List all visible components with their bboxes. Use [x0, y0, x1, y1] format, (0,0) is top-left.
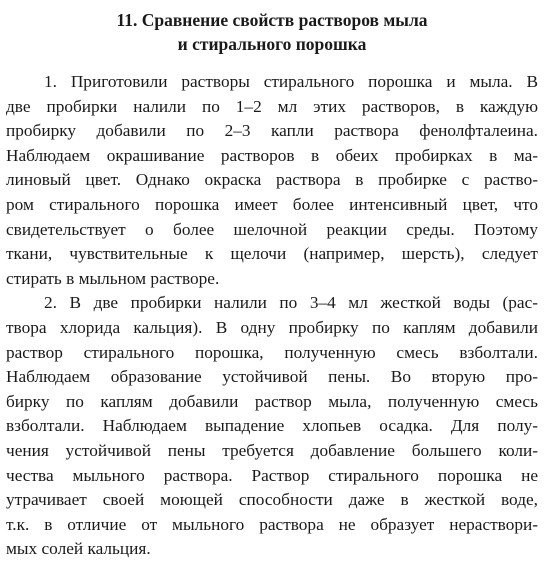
text-line: свидетельствует о более шелочной реакции среды. Поэтому — [6, 219, 538, 239]
text-line: ткани, чувствительные к щелочи (например, шерсть), следует — [6, 244, 538, 264]
text-line: пробирку добавили по 2–3 капли раствора фенолфталеина. — [6, 121, 538, 141]
text-line: чества мыльного раствора. Раствор стирального порошка не — [6, 465, 538, 485]
title-line: 11. Сравнение свойств растворов мыла — [116, 10, 428, 30]
text-line: раствор стирального порошка, полученную смесь взболтали. — [6, 342, 538, 362]
document-page — [6, 8, 538, 562]
text-line: т.к. в отличие от мыльного раствора не образует нераствори- — [6, 514, 538, 534]
text-line: 2. В две пробирки налили по 3–4 мл жесткой воды (рас- — [44, 293, 538, 313]
paragraph-1 — [6, 70, 538, 291]
text-line: Наблюдаем окрашивание растворов в обеих пробирках в ма- — [6, 145, 538, 165]
text-line: мых солей кальция. — [6, 539, 151, 559]
paragraph-2 — [6, 291, 538, 562]
text-line: взболтали. Наблюдаем выпадение хлопьев осадка. Для полу- — [6, 416, 538, 436]
text-line: утрачивает своей моющей способности даже в жесткой воде, — [6, 490, 538, 510]
title-line: и стирального порошка — [177, 34, 367, 54]
text-line: линовый цвет. Однако окраска раствора в пробирке с раство- — [6, 170, 538, 190]
text-line: бирку по каплям добавили раствор мыла, полученную смесь — [6, 391, 538, 411]
text-line: стирать в мыльном растворе. — [6, 268, 220, 288]
text-line: ром стирального порошка имеет более интенсивный цвет, что — [6, 194, 538, 214]
section-title — [6, 8, 538, 56]
text-line: твора хлорида кальция). В одну пробирку по каплям добавили — [6, 317, 538, 337]
text-line: 1. Приготовили растворы стирального порошка и мыла. В — [44, 72, 538, 91]
text-line: две пробирки налили по 1–2 мл этих растворов, в каждую — [6, 96, 538, 116]
text-line: Наблюдаем образование устойчивой пены. Во вторую про- — [6, 367, 538, 387]
text-line: чения устойчивой пены требуется добавление большего коли- — [6, 440, 538, 460]
